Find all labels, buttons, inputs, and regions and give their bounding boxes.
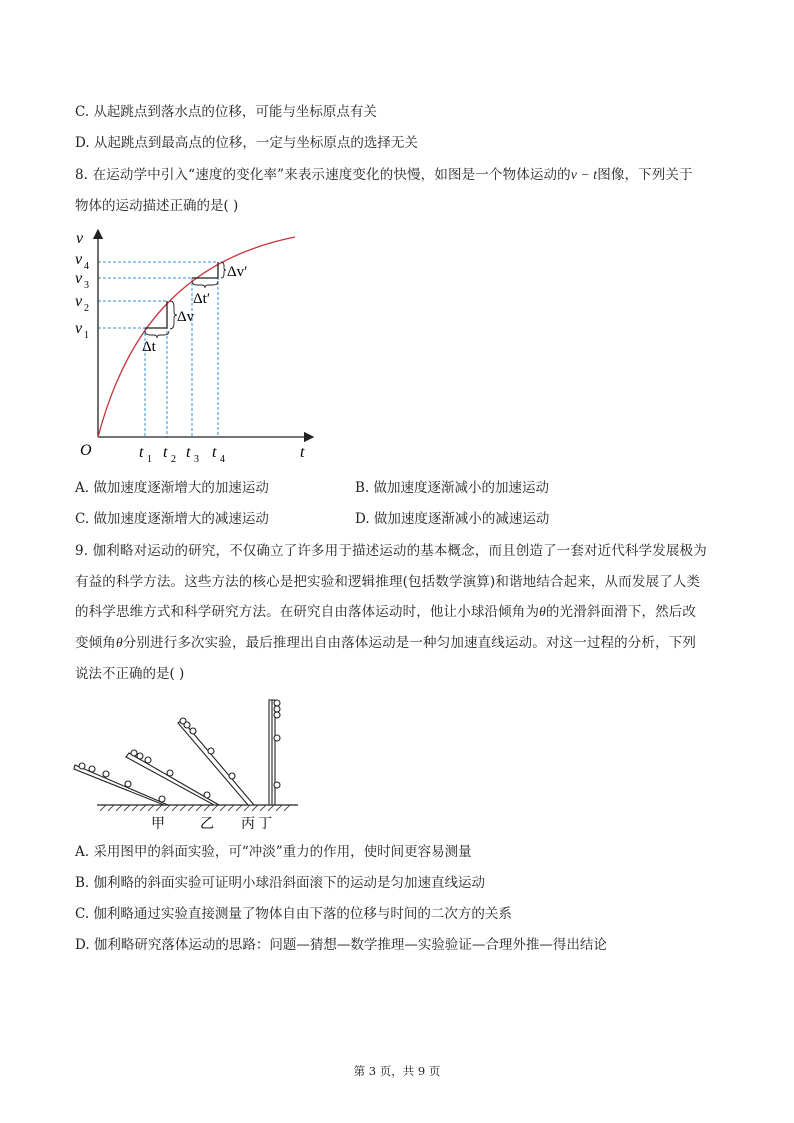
- v-axis-label: v: [76, 230, 84, 247]
- guide-lines: [98, 262, 218, 437]
- incline-yi: [126, 750, 219, 805]
- brace-delta-v-prime: [221, 262, 226, 278]
- ground-hatch: [100, 805, 290, 811]
- t4-label: t: [212, 444, 217, 461]
- v1-sub: 1: [84, 330, 89, 341]
- v2-label: v: [75, 293, 83, 310]
- t3-sub: 3: [194, 454, 199, 465]
- q9-stem-text-b: 的光滑斜面滑下，然后改: [545, 604, 697, 620]
- t2-sub: 2: [171, 454, 176, 465]
- delta-triangle-prime: [192, 262, 218, 278]
- q8-stem-math: v − t: [570, 167, 598, 182]
- t-axis-label: t: [300, 444, 305, 461]
- q8-stem-text-b: 图像，下列关于: [597, 167, 693, 183]
- v3-sub: 3: [84, 280, 89, 291]
- q9-option-c: C. 伽利略通过实验直接测量了物体自由下落的位移与时间的二次方的关系: [75, 906, 512, 922]
- q8-stem-text-a: 8. 在运动学中引入“速度的变化率”来表示速度变化的快慢，如图是一个物体运动的: [75, 167, 571, 183]
- q9-stem-line5: 说法不正确的是( ): [75, 666, 185, 682]
- delta-t-label: Δt: [142, 339, 156, 355]
- incline-ding: [269, 700, 280, 805]
- theta-symbol-2: θ: [115, 635, 123, 650]
- t3-label: t: [186, 444, 191, 461]
- v4-label: v: [75, 251, 83, 268]
- v2-sub: 2: [84, 303, 89, 314]
- t2-label: t: [163, 444, 168, 461]
- q8-stem-line2: 物体的运动描述正确的是( ): [75, 198, 239, 214]
- q8-stem-line1: [75, 166, 693, 184]
- page-footer: 第 3 页，共 9 页: [353, 1064, 441, 1078]
- t1-sub: 1: [147, 454, 152, 465]
- brace-delta-v: [170, 301, 177, 329]
- t1-label: t: [139, 444, 144, 461]
- q8-vt-graph: [70, 225, 330, 465]
- vt-curve: [98, 237, 295, 437]
- q9-incline-figure: [70, 690, 300, 835]
- label-bing: 丙: [241, 817, 255, 832]
- brace-delta-t-prime: [192, 281, 218, 288]
- delta-triangle: [145, 301, 167, 328]
- q8-option-c: C. 做加速度逐渐增大的减速运动: [75, 511, 269, 527]
- q9-stem-line3: [75, 603, 696, 621]
- delta-v-label: Δv: [177, 309, 195, 325]
- q8-option-a: A. 做加速度逐渐增大的加速运动: [75, 480, 269, 496]
- prev-option-d: D. 从起跳点到最高点的位移，一定与坐标原点的选择无关: [75, 135, 418, 151]
- q9-option-a: A. 采用图甲的斜面实验，可“冲淡”重力的作用，使时间更容易测量: [75, 844, 472, 860]
- label-ding: 丁: [258, 817, 272, 832]
- v1-label: v: [75, 320, 83, 337]
- label-jia: 甲: [151, 817, 165, 832]
- q9-stem-text-d: 分别进行多次实验，最后推理出自由落体运动是一种匀加速直线运动。对这一过程的分析，下列: [122, 635, 697, 651]
- prev-option-c: C. 从起跳点到落水点的位移，可能与坐标原点有关: [75, 104, 377, 120]
- q9-stem-text-c: 变倾角: [75, 635, 116, 651]
- t4-sub: 4: [220, 454, 225, 465]
- q9-option-d: D. 伽利略研究落体运动的思路：问题—猜想—数学推理—实验验证—合理外推—得出结论: [75, 937, 607, 953]
- q9-option-b: B. 伽利略的斜面实验可证明小球沿斜面滚下的运动是匀加速直线运动: [75, 875, 486, 891]
- brace-delta-t: [145, 331, 169, 338]
- q9-stem-line4: [75, 634, 696, 652]
- origin-label: O: [80, 442, 92, 459]
- q9-stem-text-a: 的科学思维方式和科学研究方法。在研究自由落体运动时，他让小球沿倾角为: [75, 604, 540, 620]
- v4-sub: 4: [84, 261, 89, 272]
- v3-label: v: [75, 270, 83, 287]
- q8-option-d: D. 做加速度逐渐减小的减速运动: [355, 511, 550, 527]
- delta-t-prime-label: Δt′: [193, 291, 211, 307]
- theta-symbol: θ: [539, 604, 546, 619]
- label-yi: 乙: [200, 817, 214, 832]
- q9-stem-line2: 有益的科学方法。这些方法的核心是把实验和逻辑推理(包括数学演算)和谐地结合起来，从而发展了人类: [75, 574, 701, 590]
- delta-v-prime-label: Δv′: [227, 264, 248, 280]
- q9-stem-line1: 9. 伽利略对运动的研究，不仅确立了许多用于描述运动的基本概念，而且创造了一套对近代科学发展极为: [75, 543, 707, 559]
- q8-option-b: B. 做加速度逐渐减小的加速运动: [355, 480, 550, 496]
